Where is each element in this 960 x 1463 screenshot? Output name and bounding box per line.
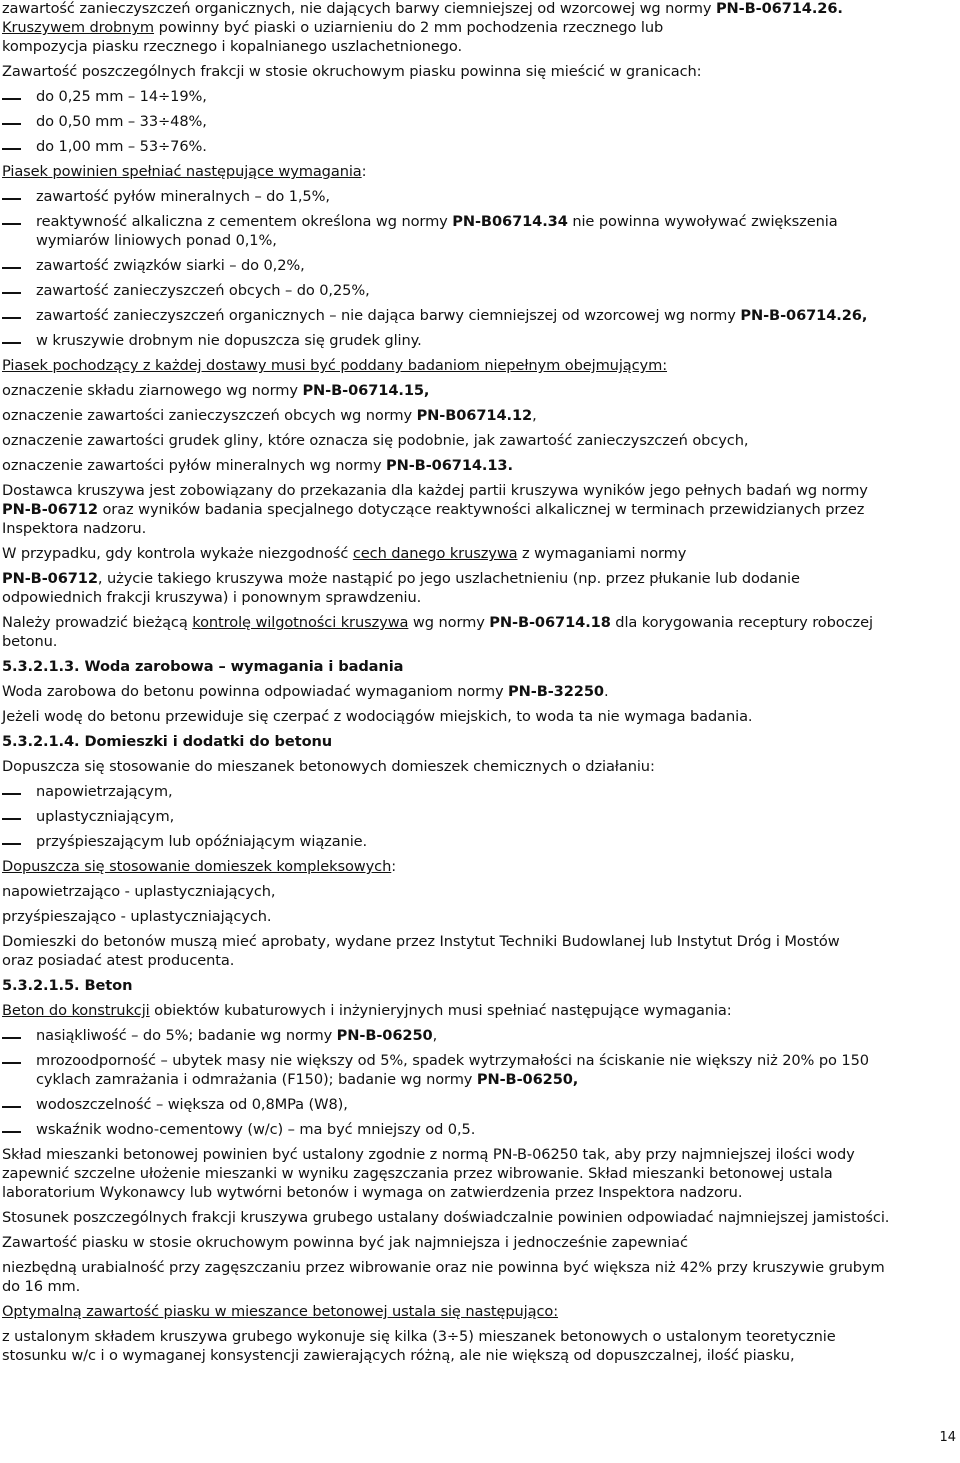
section-heading: 5.3.2.1.5. Beton	[2, 977, 133, 994]
list-item: wskaźnik wodno-cementowy (w/c) – ma być mniejszy od 0,5.	[2, 1121, 950, 1138]
text-line: Inspektora nadzoru.	[2, 520, 147, 537]
list-item: uplastyczniającym,	[2, 808, 950, 825]
text-line: Dopuszcza się stosowanie do mieszanek betonowych domieszek chemicznych o działaniu:	[2, 758, 655, 775]
list-item: zawartość pyłów mineralnych – do 1,5%,	[2, 188, 950, 205]
list-item: nasiąkliwość – do 5%; badanie wg normy PN-B-06250,	[2, 1027, 950, 1044]
text-line: Optymalną zawartość piasku w mieszance betonowej ustala się następująco:	[2, 1303, 559, 1320]
list-item: do 0,50 mm – 33÷48%,	[2, 113, 950, 130]
section-heading: 5.3.2.1.4. Domieszki i dodatki do betonu	[2, 733, 333, 750]
text-line: Stosunek poszczególnych frakcji kruszywa grubego ustalany doświadczalnie powinien odpowiadać najmniejszej jamistości.	[2, 1209, 890, 1226]
text-line: Piasek powinien spełniać następujące wymagania:	[2, 163, 367, 180]
text-line: PN-B-06712, użycie takiego kruszywa może nastąpić po jego uszlachetnieniu (np. przez płukanie lub dodanie	[2, 570, 800, 587]
text-line: zapewnić szczelne ułożenie mieszanki w wyniku zagęszczania przez wibrowanie. Skład mieszanki betonowej ustala	[2, 1165, 833, 1182]
text-line: Jeżeli wodę do betonu przewiduje się czerpać z wodociągów miejskich, to woda ta nie wymaga badania.	[2, 708, 753, 725]
text-line: oznaczenie zawartości grudek gliny, które oznacza się podobnie, jak zawartość zanieczyszczeń obcych,	[2, 432, 749, 449]
list-item: zawartość zanieczyszczeń obcych – do 0,25%,	[2, 282, 950, 299]
text-line: Dopuszcza się stosowanie domieszek kompleksowych:	[2, 858, 397, 875]
text-line: kompozycja piasku rzecznego i kopalnianego uszlachetnionego.	[2, 38, 463, 55]
text-line: przyśpieszająco - uplastyczniających.	[2, 908, 272, 925]
list-item: napowietrzającym,	[2, 783, 950, 800]
text-line: zawartość zanieczyszczeń organicznych, nie dających barwy ciemniejszej od wzorcowej wg normy PN-B-06714.26.	[2, 0, 843, 17]
list-item-continuation: wymiarów liniowych ponad 0,1%,	[36, 232, 277, 249]
text-line: napowietrzająco - uplastyczniających,	[2, 883, 276, 900]
list-item: przyśpieszającym lub opóźniającym wiązanie.	[2, 833, 950, 850]
text-line: stosunku w/c i o wymaganej konsystencji zawierających różną, ale nie większą od dopuszczalnej, ilość piasku,	[2, 1347, 795, 1364]
text-line: oznaczenie zawartości pyłów mineralnych wg normy PN-B-06714.13.	[2, 457, 513, 474]
text-line: Należy prowadzić bieżącą kontrolę wilgotności kruszywa wg normy PN-B-06714.18 dla korygowania receptury roboczej	[2, 614, 873, 631]
document-body	[2, 0, 950, 1372]
section-heading: 5.3.2.1.3. Woda zarobowa – wymagania i badania	[2, 658, 404, 675]
list-item: do 0,25 mm – 14÷19%,	[2, 88, 950, 105]
text-line: Woda zarobowa do betonu powinna odpowiadać wymaganiom normy PN-B-32250.	[2, 683, 609, 700]
list-item: do 1,00 mm – 53÷76%.	[2, 138, 950, 155]
list-item: w kruszywie drobnym nie dopuszcza się grudek gliny.	[2, 332, 950, 349]
list-item: zawartość związków siarki – do 0,2%,	[2, 257, 950, 274]
text-line: niezbędną urabialność przy zagęszczaniu przez wibrowanie oraz nie powinna być większa niż 42% przy kruszywie grubym	[2, 1259, 885, 1276]
text-line: Zawartość poszczególnych frakcji w stosie okruchowym piasku powinna się mieścić w granicach:	[2, 63, 702, 80]
text-line: Skład mieszanki betonowej powinien być ustalony zgodnie z normą PN-B-06250 tak, aby przy najmniejszej ilości wody	[2, 1146, 855, 1163]
text-line: laboratorium Wykonawcy lub wytwórni betonów i wymaga on zatwierdzenia przez Inspektora nadzoru.	[2, 1184, 743, 1201]
text-line: oznaczenie zawartości zanieczyszczeń obcych wg normy PN-B06714.12,	[2, 407, 537, 424]
text-line: z ustalonym składem kruszywa grubego wykonuje się kilka (3÷5) mieszanek betonowych o ustalonym teoretycznie	[2, 1328, 836, 1345]
text-line: odpowiednich frakcji kruszywa) i ponownym sprawdzeniu.	[2, 589, 422, 606]
list-item-continuation: cyklach zamrażania i odmrażania (F150); badanie wg normy PN-B-06250,	[36, 1071, 579, 1088]
text-line: Domieszki do betonów muszą mieć aprobaty, wydane przez Instytut Techniki Budowlanej lub Instytut Dróg i Mostów	[2, 933, 840, 950]
text-line: Beton do konstrukcji obiektów kubaturowych i inżynieryjnych musi spełniać następujące wymagania:	[2, 1002, 732, 1019]
list-item: wodoszczelność – większa od 0,8MPa (W8),	[2, 1096, 950, 1113]
list-item: mrozoodporność – ubytek masy nie większy od 5%, spadek wytrzymałości na ściskanie nie większy niż 20% po 150	[2, 1052, 950, 1069]
list-item: zawartość zanieczyszczeń organicznych – nie dająca barwy ciemniejszej od wzorcowej wg normy PN-B-06714.26,	[2, 307, 950, 324]
text-line: PN-B-06712 oraz wyników badania specjalnego dotyczące reaktywności alkalicznej w terminach przewidzianych przez	[2, 501, 865, 518]
list-item: reaktywność alkaliczna z cementem określona wg normy PN-B06714.34 nie powinna wywoływać zwiększenia	[2, 213, 950, 230]
text-line: betonu.	[2, 633, 58, 650]
text-line: Zawartość piasku w stosie okruchowym powinna być jak najmniejsza i jednocześnie zapewniać	[2, 1234, 688, 1251]
text-line: oznaczenie składu ziarnowego wg normy PN-B-06714.15,	[2, 382, 430, 399]
text-line: Dostawca kruszywa jest zobowiązany do przekazania dla każdej partii kruszywa wyników jego pełnych badań wg normy	[2, 482, 868, 499]
text-line: oraz posiadać atest producenta.	[2, 952, 235, 969]
text-line: W przypadku, gdy kontrola wykaże niezgodność cech danego kruszywa z wymaganiami normy	[2, 545, 687, 562]
text-line: Kruszywem drobnym powinny być piaski o uziarnieniu do 2 mm pochodzenia rzecznego lub	[2, 19, 664, 36]
page-number: 14	[939, 1430, 956, 1445]
text-line: do 16 mm.	[2, 1278, 81, 1295]
text-line: Piasek pochodzący z każdej dostawy musi być poddany badaniom niepełnym obejmującym:	[2, 357, 668, 374]
